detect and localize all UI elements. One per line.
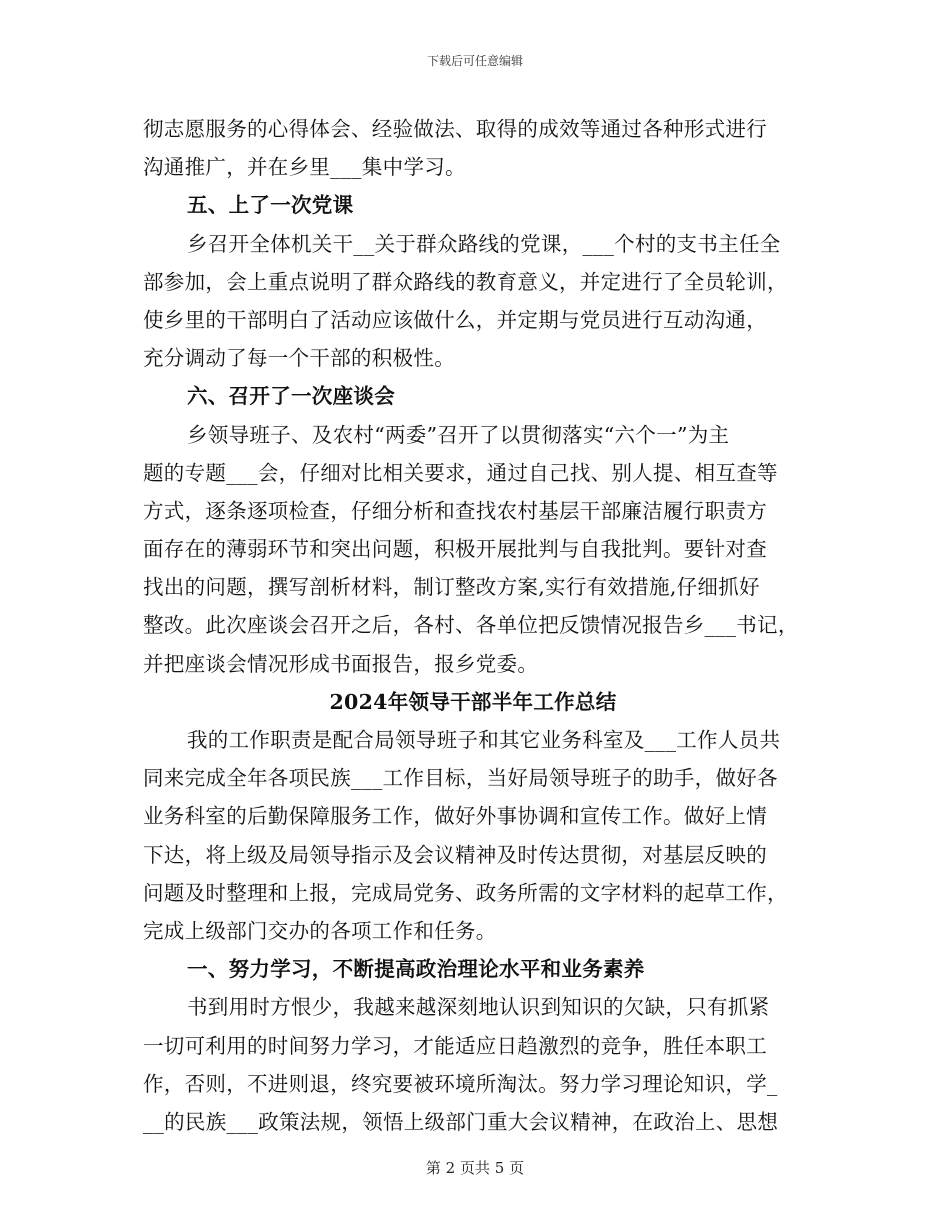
paragraph-line: 问题及时整理和上报，完成局党务、政务所需的文字材料的起草工作，	[143, 880, 788, 905]
page-footer: 第 2 页共 5 页	[425, 1159, 525, 1177]
document-body	[143, 110, 823, 1141]
paragraph-line: 整改。此次座谈会召开之后，各村、各单位把反馈情况报告乡___书记，	[143, 613, 799, 638]
section-heading: 一、努力学习，不断提高政治理论水平和业务素养	[187, 957, 645, 982]
paragraph-first-line: 书到用时方恨少，我越来越深刻地认识到知识的欠缺，只有抓紧	[187, 995, 770, 1020]
paragraph-line: 部参加，会上重点说明了群众路线的教育意义，并定进行了全员轮训，	[143, 269, 788, 294]
paragraph-line: 一切可利用的时间努力学习，才能适应日趋激烈的竞争，胜任本职工	[143, 1033, 767, 1058]
paragraph-first-line: 乡召开全体机关干__关于群众路线的党课，___个村的支书主任全	[187, 231, 781, 256]
paragraph-line: __的民族___政策法规，领悟上级部门重大会议精神，在政治上、思想	[143, 1109, 779, 1134]
paragraph-line: 彻志愿服务的心得体会、经验做法、取得的成效等通过各种形式进行	[143, 117, 767, 141]
section-heading: 五、上了一次党课	[187, 193, 354, 218]
paragraph-line: 面存在的薄弱环节和突出问题，积极开展批判与自我批判。要针对查	[143, 537, 767, 562]
paragraph-line: 充分调动了每一个干部的积极性。	[143, 346, 455, 371]
paragraph-line: 方式，逐条逐项检查，仔细分析和查找农村基层干部廉洁履行职责方	[143, 498, 767, 523]
paragraph-line: 并把座谈会情况形成书面报告，报乡党委。	[143, 651, 539, 676]
section-heading: 六、召开了一次座谈会	[187, 384, 395, 409]
paragraph-first-line: 我的工作职责是配合局领导班子和其它业务科室及___工作人员共	[187, 728, 781, 752]
paragraph-line: 下达，将上级及局领导指示及会议精神及时传达贯彻，对基层反映的	[143, 842, 767, 867]
paragraph-first-line: 乡领导班子、及农村“两委”召开了以贯彻落实“六个一”为主	[187, 422, 730, 447]
paragraph-line: 使乡里的干部明白了活动应该做什么，并定期与党员进行互动沟通，	[143, 307, 767, 332]
paragraph-line: 沟通推广，并在乡里___集中学习。	[143, 155, 466, 180]
paragraph-line: 找出的问题，撰写剖析材料，制订整改方案,实行有效措施,仔细抓好	[143, 575, 760, 600]
paragraph-line: 题的专题___会，仔细对比相关要求，通过自己找、别人提、相互查等	[143, 460, 778, 485]
paragraph-line: 同来完成全年各项民族___工作目标，当好局领导班子的助手，做好各	[143, 766, 778, 791]
paragraph-line: 完成上级部门交办的各项工作和任务。	[143, 918, 497, 943]
paragraph-line: 业务科室的后勤保障服务工作，做好外事协调和宣传工作。做好上情	[143, 804, 767, 829]
document-title: 2024年领导干部半年工作总结	[329, 689, 617, 714]
page-header: 下载后可任意编辑	[426, 54, 523, 68]
paragraph-line: 作，否则，不进则退，终究要被环境所淘汰。努力学习理论知识，学_	[143, 1071, 778, 1096]
